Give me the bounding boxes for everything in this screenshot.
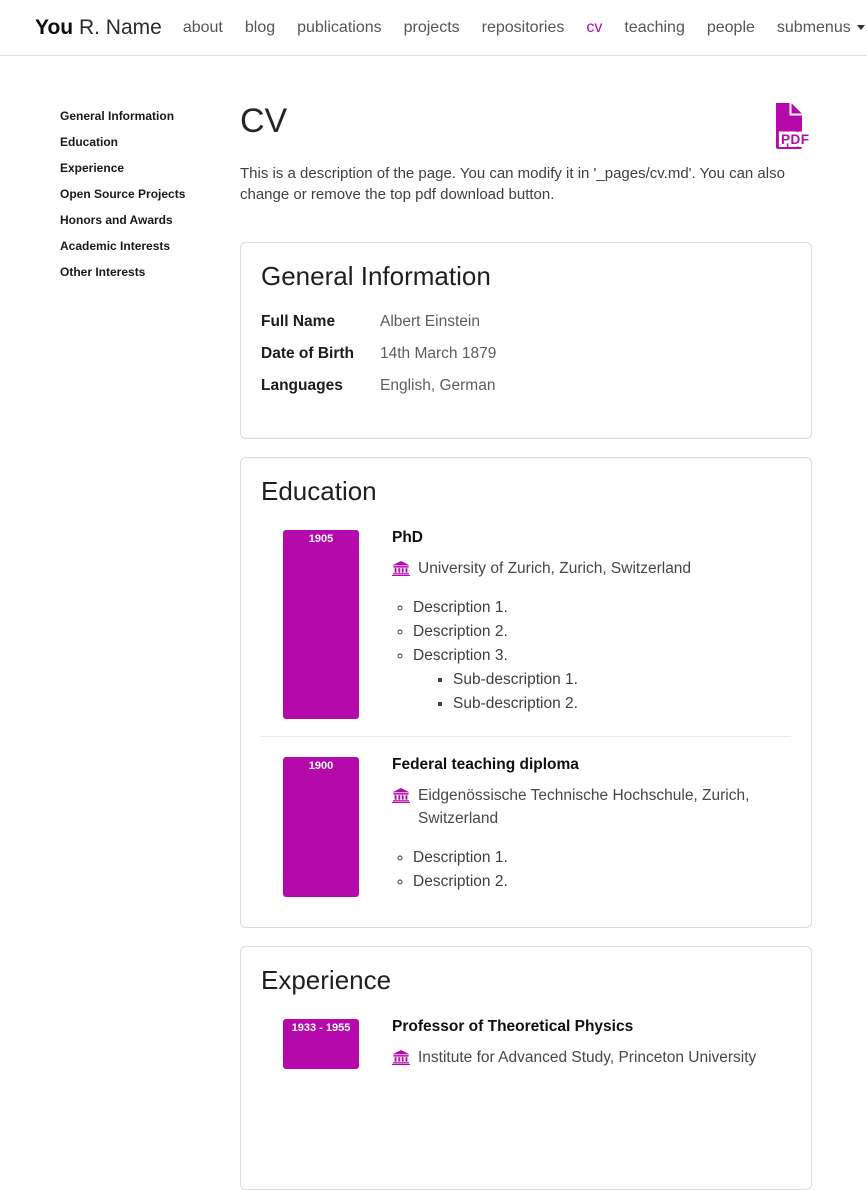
pdf-file-icon <box>766 102 812 151</box>
list-item: ◦ Description 2. <box>413 873 791 890</box>
list-item: ▪ Sub-description 1. <box>453 671 791 688</box>
timeline-entry-professor <box>261 1016 791 1069</box>
brand-first-name: You <box>35 15 74 39</box>
table-row <box>261 376 496 408</box>
sidebar-item-education[interactable]: Education <box>60 135 119 149</box>
year-badge: 1933 - 1955 <box>283 1019 359 1069</box>
info-value-date-of-birth: 14th March 1879 <box>380 345 497 362</box>
site-brand[interactable] <box>35 16 162 40</box>
page-body <box>0 56 867 1190</box>
institution-text: Eidgenössische Technische Hochschule, Zurich, Switzerland <box>418 787 750 827</box>
university-icon <box>392 561 410 576</box>
list-item: ◦ Description 1. <box>413 599 791 616</box>
sidebar-item-honors-and-awards[interactable]: Honors and Awards <box>60 213 173 227</box>
institution-text: Institute for Advanced Study, Princeton University <box>418 1049 757 1066</box>
timeline-entry-federal-teaching-diploma <box>261 754 791 897</box>
entry-title: PhD <box>392 529 423 546</box>
entry-title: Federal teaching diploma <box>392 756 579 773</box>
nav-item-submenus[interactable] <box>766 0 867 56</box>
nav-item-teaching[interactable]: teaching <box>624 18 685 36</box>
main-content <box>240 56 812 1190</box>
top-navbar <box>0 0 867 56</box>
page-title: CV <box>240 102 288 140</box>
entry-institution <box>392 557 791 580</box>
nav-item-people[interactable]: people <box>706 18 755 36</box>
section-title-experience: Experience <box>261 965 392 995</box>
sidebar-item-experience[interactable]: Experience <box>60 161 125 175</box>
experience-card <box>240 946 812 1190</box>
nav-links <box>172 0 867 56</box>
general-info-table <box>261 312 496 408</box>
sidebar-item-academic-interests[interactable]: Academic Interests <box>60 239 171 253</box>
sidebar-item-other-interests[interactable]: Other Interests <box>60 265 146 279</box>
nav-item-cv[interactable]: cv <box>586 18 603 36</box>
sidebar-item-general-information[interactable]: General Information <box>60 109 175 123</box>
timeline-entry-phd <box>261 527 791 719</box>
entry-institution <box>392 1046 791 1069</box>
list-item-text: Description 3. <box>413 647 508 664</box>
sidebar-item-open-source-projects[interactable]: Open Source Projects <box>60 187 186 201</box>
download-pdf-button[interactable] <box>766 102 812 151</box>
entry-divider <box>261 736 791 737</box>
info-value-full-name: Albert Einstein <box>380 313 480 330</box>
entry-year-column <box>261 754 381 897</box>
nav-item-blog[interactable]: blog <box>244 18 276 36</box>
list-item <box>413 647 791 712</box>
nav-item-projects[interactable]: projects <box>403 18 460 36</box>
page-description: This is a description of the page. You can modify it in '_pages/cv.md'. You can also change or remove the top pdf download button. <box>240 165 785 203</box>
year-badge: 1905 <box>283 530 359 719</box>
entry-title: Professor of Theoretical Physics <box>392 1018 634 1035</box>
entry-description-list <box>392 849 791 890</box>
info-label-date-of-birth: Date of Birth <box>261 345 354 362</box>
list-item: ▪ Sub-description 2. <box>453 695 791 712</box>
entry-year-column <box>261 527 381 719</box>
page-header <box>240 100 812 151</box>
section-title-education: Education <box>261 476 377 506</box>
caret-down-icon <box>857 25 865 30</box>
entry-description-list <box>392 599 791 712</box>
info-value-languages: English, German <box>380 377 496 394</box>
nav-item-publications[interactable]: publications <box>297 18 382 36</box>
info-label-languages: Languages <box>261 377 343 394</box>
nav-item-about[interactable]: about <box>182 18 223 36</box>
entry-content <box>392 527 791 719</box>
brand-last-name: R. Name <box>78 15 162 39</box>
info-label-full-name: Full Name <box>261 313 336 330</box>
entry-institution <box>392 784 791 830</box>
entry-content <box>392 754 791 897</box>
entry-content <box>392 1016 791 1069</box>
list-item: ◦ Description 1. <box>413 849 791 866</box>
institution-text: University of Zurich, Zurich, Switzerland <box>418 560 692 577</box>
university-icon <box>392 1050 410 1065</box>
submenus-label: submenus <box>776 18 851 36</box>
general-information-card <box>240 242 812 439</box>
section-title-general-information: General Information <box>261 261 491 291</box>
table-row <box>261 312 496 344</box>
pdf-icon-label: PDF <box>781 132 810 147</box>
university-icon <box>392 788 410 803</box>
nav-item-repositories[interactable]: repositories <box>481 18 565 36</box>
table-row <box>261 344 496 376</box>
cv-sidebar <box>60 56 240 1190</box>
entry-subdescription-list <box>413 671 791 712</box>
year-badge: 1900 <box>283 757 359 897</box>
education-card <box>240 457 812 928</box>
list-item: ◦ Description 2. <box>413 623 791 640</box>
entry-year-column <box>261 1016 381 1069</box>
